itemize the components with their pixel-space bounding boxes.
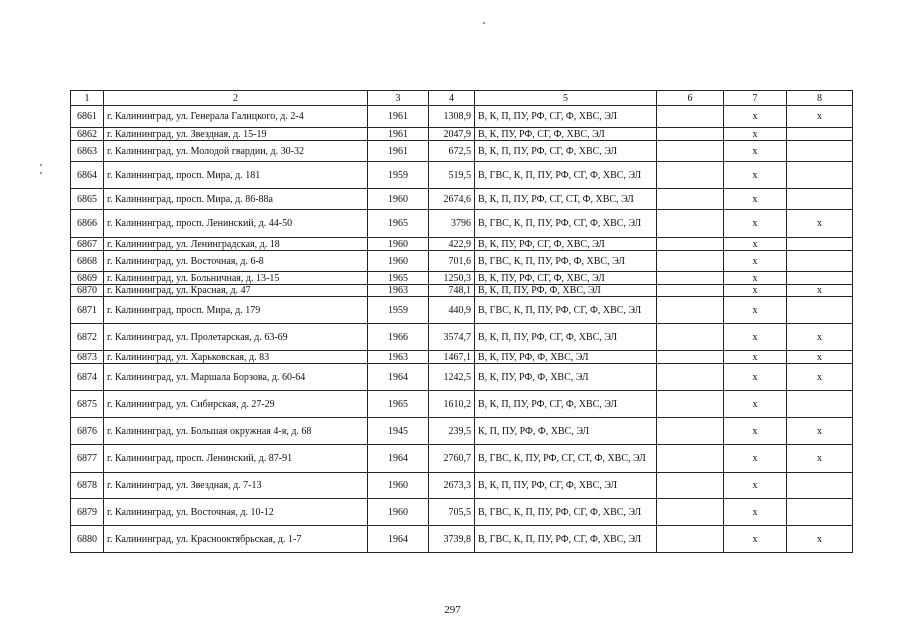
equipment-cell: В, К, П, ПУ, РФ, СГ, Ф, ХВС, ЭЛ <box>475 106 657 128</box>
row-number: 6866 <box>71 210 104 238</box>
column-6-cell <box>657 364 724 391</box>
area-cell: 1250,3 <box>429 272 475 285</box>
column-8-mark <box>787 128 853 141</box>
row-number: 6868 <box>71 251 104 272</box>
area-cell: 1242,5 <box>429 364 475 391</box>
column-8-mark <box>787 391 853 418</box>
address-cell: г. Калининград, ул. Маршала Борзова, д. 60-64 <box>104 364 368 391</box>
table-row <box>71 272 853 285</box>
column-8-mark <box>787 251 853 272</box>
column-6-cell <box>657 238 724 251</box>
column-header: 2 <box>104 91 368 106</box>
table-row <box>71 445 853 473</box>
year-cell: 1945 <box>368 418 429 445</box>
table-row <box>71 351 853 364</box>
column-8-mark: х <box>787 210 853 238</box>
year-cell: 1960 <box>368 251 429 272</box>
area-cell: 2674,6 <box>429 189 475 210</box>
year-cell: 1964 <box>368 445 429 473</box>
column-6-cell <box>657 473 724 499</box>
area-cell: 440,9 <box>429 297 475 324</box>
area-cell: 3739,8 <box>429 526 475 553</box>
table-row <box>71 285 853 297</box>
column-7-mark: х <box>724 526 787 553</box>
row-number: 6863 <box>71 141 104 162</box>
equipment-cell: В, К, ПУ, РФ, Ф, ХВС, ЭЛ <box>475 364 657 391</box>
year-cell: 1965 <box>368 272 429 285</box>
equipment-cell: В, К, П, ПУ, РФ, СГ, СТ, Ф, ХВС, ЭЛ <box>475 189 657 210</box>
area-cell: 2673,3 <box>429 473 475 499</box>
column-8-mark <box>787 473 853 499</box>
column-8-mark <box>787 499 853 526</box>
table-row <box>71 128 853 141</box>
column-7-mark: х <box>724 128 787 141</box>
equipment-cell: В, К, П, ПУ, РФ, Ф, ХВС, ЭЛ <box>475 285 657 297</box>
row-number: 6870 <box>71 285 104 297</box>
table-row <box>71 106 853 128</box>
equipment-cell: В, ГВС, К, ПУ, РФ, СГ, СТ, Ф, ХВС, ЭЛ <box>475 445 657 473</box>
table-row <box>71 238 853 251</box>
column-8-mark <box>787 272 853 285</box>
scan-speck <box>40 164 42 166</box>
column-7-mark: х <box>724 499 787 526</box>
table-row <box>71 141 853 162</box>
column-7-mark: х <box>724 189 787 210</box>
year-cell: 1960 <box>368 238 429 251</box>
column-header: 3 <box>368 91 429 106</box>
area-cell: 1610,2 <box>429 391 475 418</box>
column-7-mark: х <box>724 445 787 473</box>
column-7-mark: х <box>724 391 787 418</box>
equipment-cell: В, ГВС, К, П, ПУ, РФ, Ф, ХВС, ЭЛ <box>475 251 657 272</box>
address-cell: г. Калининград, ул. Большая окружная 4-я, д. 68 <box>104 418 368 445</box>
column-6-cell <box>657 351 724 364</box>
row-number: 6874 <box>71 364 104 391</box>
column-7-mark: х <box>724 251 787 272</box>
column-header: 8 <box>787 91 853 106</box>
address-cell: г. Калининград, ул. Красная, д. 47 <box>104 285 368 297</box>
address-cell: г. Калининград, ул. Восточная, д. 6-8 <box>104 251 368 272</box>
address-cell: г. Калининград, просп. Ленинский, д. 44-50 <box>104 210 368 238</box>
address-cell: г. Калининград, ул. Звездная, д. 15-19 <box>104 128 368 141</box>
equipment-cell: К, П, ПУ, РФ, Ф, ХВС, ЭЛ <box>475 418 657 445</box>
equipment-cell: В, ГВС, К, П, ПУ, РФ, СГ, Ф, ХВС, ЭЛ <box>475 210 657 238</box>
area-cell: 2047,9 <box>429 128 475 141</box>
table-header-row <box>71 91 853 106</box>
column-8-mark <box>787 141 853 162</box>
area-cell: 1308,9 <box>429 106 475 128</box>
year-cell: 1965 <box>368 391 429 418</box>
address-cell: г. Калининград, ул. Молодой гвардии, д. 30-32 <box>104 141 368 162</box>
address-cell: г. Калининград, просп. Мира, д. 179 <box>104 297 368 324</box>
column-7-mark: х <box>724 364 787 391</box>
column-6-cell <box>657 272 724 285</box>
equipment-cell: В, ГВС, К, П, ПУ, РФ, СГ, Ф, ХВС, ЭЛ <box>475 499 657 526</box>
year-cell: 1963 <box>368 285 429 297</box>
area-cell: 1467,1 <box>429 351 475 364</box>
column-6-cell <box>657 141 724 162</box>
table-row <box>71 162 853 189</box>
column-8-mark <box>787 297 853 324</box>
table-row <box>71 210 853 238</box>
address-cell: г. Калининград, ул. Генерала Галицкого, д. 2-4 <box>104 106 368 128</box>
column-7-mark: х <box>724 297 787 324</box>
scan-speck <box>483 22 485 24</box>
address-cell: г. Калининград, ул. Больничная, д. 13-15 <box>104 272 368 285</box>
column-8-mark: х <box>787 324 853 351</box>
area-cell: 239,5 <box>429 418 475 445</box>
column-header: 5 <box>475 91 657 106</box>
table-row <box>71 526 853 553</box>
table-row <box>71 189 853 210</box>
area-cell: 2760,7 <box>429 445 475 473</box>
table-row <box>71 364 853 391</box>
year-cell: 1963 <box>368 351 429 364</box>
year-cell: 1961 <box>368 106 429 128</box>
row-number: 6877 <box>71 445 104 473</box>
row-number: 6864 <box>71 162 104 189</box>
column-8-mark: х <box>787 285 853 297</box>
column-7-mark: х <box>724 473 787 499</box>
column-6-cell <box>657 445 724 473</box>
page-number: 297 <box>444 604 461 616</box>
area-cell: 701,6 <box>429 251 475 272</box>
column-6-cell <box>657 297 724 324</box>
row-number: 6869 <box>71 272 104 285</box>
column-6-cell <box>657 418 724 445</box>
row-number: 6878 <box>71 473 104 499</box>
column-6-cell <box>657 251 724 272</box>
column-7-mark: х <box>724 351 787 364</box>
address-cell: г. Калининград, ул. Пролетарская, д. 63-69 <box>104 324 368 351</box>
year-cell: 1961 <box>368 128 429 141</box>
column-6-cell <box>657 526 724 553</box>
area-cell: 3796 <box>429 210 475 238</box>
row-number: 6879 <box>71 499 104 526</box>
address-cell: г. Калининград, ул. Восточная, д. 10-12 <box>104 499 368 526</box>
equipment-cell: В, К, ПУ, РФ, Ф, ХВС, ЭЛ <box>475 351 657 364</box>
column-7-mark: х <box>724 106 787 128</box>
equipment-cell: В, К, П, ПУ, РФ, СГ, Ф, ХВС, ЭЛ <box>475 141 657 162</box>
column-header: 4 <box>429 91 475 106</box>
column-8-mark <box>787 238 853 251</box>
equipment-cell: В, К, ПУ, РФ, СГ, Ф, ХВС, ЭЛ <box>475 272 657 285</box>
column-8-mark: х <box>787 526 853 553</box>
year-cell: 1965 <box>368 210 429 238</box>
column-7-mark: х <box>724 285 787 297</box>
column-6-cell <box>657 162 724 189</box>
row-number: 6873 <box>71 351 104 364</box>
equipment-cell: В, К, П, ПУ, РФ, СГ, Ф, ХВС, ЭЛ <box>475 324 657 351</box>
row-number: 6876 <box>71 418 104 445</box>
area-cell: 672,5 <box>429 141 475 162</box>
year-cell: 1961 <box>368 141 429 162</box>
table-row <box>71 297 853 324</box>
column-8-mark: х <box>787 351 853 364</box>
equipment-cell: В, К, ПУ, РФ, СГ, Ф, ХВС, ЭЛ <box>475 238 657 251</box>
year-cell: 1960 <box>368 473 429 499</box>
row-number: 6872 <box>71 324 104 351</box>
equipment-cell: В, ГВС, К, П, ПУ, РФ, СГ, Ф, ХВС, ЭЛ <box>475 162 657 189</box>
column-8-mark <box>787 189 853 210</box>
area-cell: 519,5 <box>429 162 475 189</box>
housing-registry-table <box>70 90 853 553</box>
column-6-cell <box>657 499 724 526</box>
equipment-cell: В, К, П, ПУ, РФ, СГ, Ф, ХВС, ЭЛ <box>475 473 657 499</box>
row-number: 6861 <box>71 106 104 128</box>
column-6-cell <box>657 128 724 141</box>
equipment-cell: В, ГВС, К, П, ПУ, РФ, СГ, Ф, ХВС, ЭЛ <box>475 297 657 324</box>
column-7-mark: х <box>724 162 787 189</box>
column-8-mark <box>787 162 853 189</box>
year-cell: 1959 <box>368 297 429 324</box>
area-cell: 422,9 <box>429 238 475 251</box>
column-7-mark: х <box>724 210 787 238</box>
address-cell: г. Калининград, ул. Краснооктябрьская, д. 1-7 <box>104 526 368 553</box>
year-cell: 1964 <box>368 526 429 553</box>
column-6-cell <box>657 324 724 351</box>
row-number: 6875 <box>71 391 104 418</box>
column-6-cell <box>657 210 724 238</box>
table-row <box>71 324 853 351</box>
column-header: 1 <box>71 91 104 106</box>
equipment-cell: В, К, П, ПУ, РФ, СГ, Ф, ХВС, ЭЛ <box>475 391 657 418</box>
column-6-cell <box>657 391 724 418</box>
table-row <box>71 473 853 499</box>
year-cell: 1964 <box>368 364 429 391</box>
area-cell: 705,5 <box>429 499 475 526</box>
column-7-mark: х <box>724 324 787 351</box>
column-8-mark: х <box>787 364 853 391</box>
year-cell: 1959 <box>368 162 429 189</box>
column-6-cell <box>657 285 724 297</box>
column-7-mark: х <box>724 418 787 445</box>
year-cell: 1960 <box>368 189 429 210</box>
equipment-cell: В, К, ПУ, РФ, СГ, Ф, ХВС, ЭЛ <box>475 128 657 141</box>
column-8-mark: х <box>787 445 853 473</box>
table-row <box>71 251 853 272</box>
address-cell: г. Калининград, ул. Звездная, д. 7-13 <box>104 473 368 499</box>
column-8-mark: х <box>787 106 853 128</box>
row-number: 6871 <box>71 297 104 324</box>
row-number: 6862 <box>71 128 104 141</box>
column-header: 7 <box>724 91 787 106</box>
area-cell: 3574,7 <box>429 324 475 351</box>
table-row <box>71 391 853 418</box>
address-cell: г. Калининград, ул. Харьковская, д. 83 <box>104 351 368 364</box>
row-number: 6867 <box>71 238 104 251</box>
equipment-cell: В, ГВС, К, П, ПУ, РФ, СГ, Ф, ХВС, ЭЛ <box>475 526 657 553</box>
table-row <box>71 499 853 526</box>
column-7-mark: х <box>724 141 787 162</box>
year-cell: 1960 <box>368 499 429 526</box>
column-6-cell <box>657 189 724 210</box>
year-cell: 1966 <box>368 324 429 351</box>
row-number: 6880 <box>71 526 104 553</box>
table-row <box>71 418 853 445</box>
area-cell: 748,1 <box>429 285 475 297</box>
column-7-mark: х <box>724 238 787 251</box>
address-cell: г. Калининград, просп. Мира, д. 86-88а <box>104 189 368 210</box>
address-cell: г. Калининград, ул. Сибирская, д. 27-29 <box>104 391 368 418</box>
table-body <box>71 106 853 553</box>
row-number: 6865 <box>71 189 104 210</box>
column-7-mark: х <box>724 272 787 285</box>
address-cell: г. Калининград, просп. Мира, д. 181 <box>104 162 368 189</box>
address-cell: г. Калининград, просп. Ленинский, д. 87-91 <box>104 445 368 473</box>
scan-speck <box>40 172 42 174</box>
column-6-cell <box>657 106 724 128</box>
column-8-mark: х <box>787 418 853 445</box>
address-cell: г. Калининград, ул. Ленинградская, д. 18 <box>104 238 368 251</box>
column-header: 6 <box>657 91 724 106</box>
